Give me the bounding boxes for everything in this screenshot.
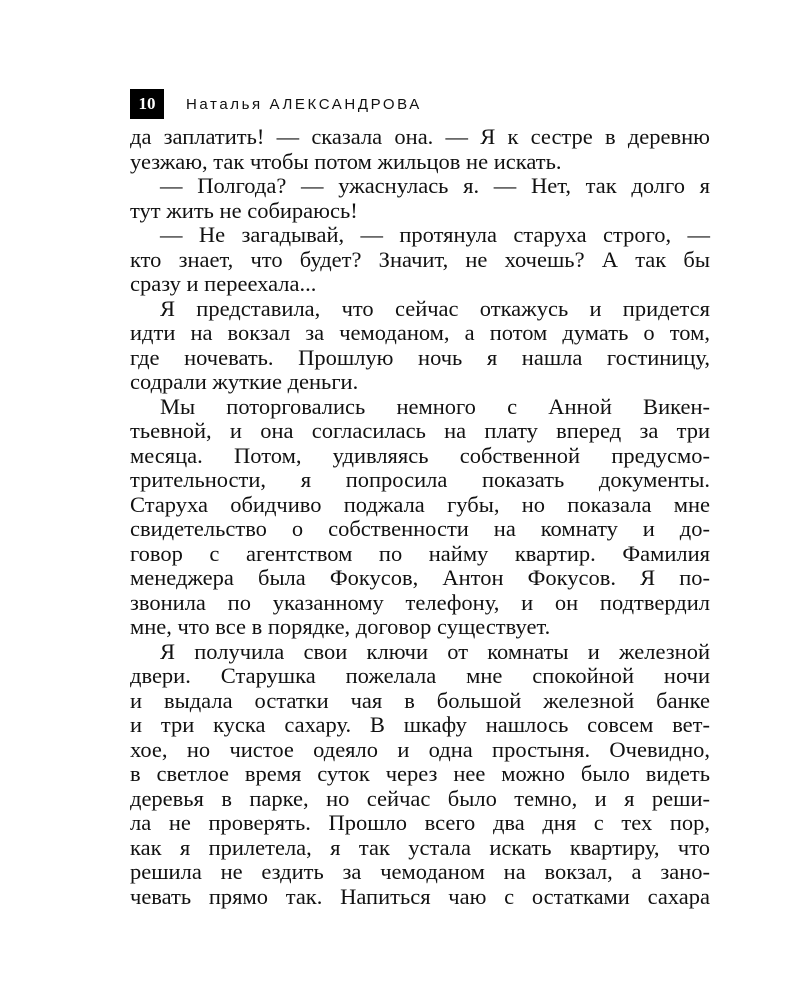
text-line: менеджера была Фокусов, Антон Фокусов. Я по- bbox=[130, 565, 710, 590]
text-line: Мы поторговались немного с Анной Викен- bbox=[160, 393, 710, 419]
text-line: Старуха обидчиво поджала губы, но показала мне bbox=[130, 491, 710, 517]
text-line: как я прилетела, я так устала искать квартиру, что bbox=[130, 834, 710, 860]
text-line: в светлое время суток через нее можно было видеть bbox=[130, 761, 710, 786]
text-line: где ночевать. Прошлую ночь я нашла гостиницу, bbox=[130, 344, 710, 370]
text-line: месяца. Потом, удивляясь собственной предусмо- bbox=[130, 442, 710, 468]
text-line: Я получила свои ключи от комнаты и железной bbox=[160, 638, 710, 664]
page-number: 10 bbox=[130, 89, 164, 119]
text-line: содрали жуткие деньги. bbox=[130, 369, 359, 394]
text-line: решила не ездить за чемоданом на вокзал, а зано- bbox=[130, 859, 710, 884]
text-line: ла не проверять. Прошло всего два дня с тех пор, bbox=[130, 810, 710, 835]
text-line: сразу и переехала... bbox=[130, 271, 317, 296]
text-line: — Полгода? — ужаснулась я. — Нет, так долго я bbox=[160, 173, 710, 198]
paragraph bbox=[130, 640, 710, 910]
text-line: уезжаю, так чтобы потом жильцов не искать. bbox=[130, 148, 562, 174]
paragraph bbox=[130, 223, 710, 297]
paragraph bbox=[130, 395, 710, 640]
running-head bbox=[130, 89, 422, 119]
paragraph bbox=[130, 174, 710, 223]
text-line: тут жить не собираюсь! bbox=[130, 197, 358, 223]
text-line: идти на вокзал за чемоданом, а потом думать о том, bbox=[130, 320, 710, 345]
text-line: свидетельство о собственности на комнату и до- bbox=[130, 516, 710, 541]
text-line: двери. Старушка пожелала мне спокойной ночи bbox=[130, 663, 710, 688]
author-name: Наталья АЛЕКСАНДРОВА bbox=[186, 95, 422, 113]
body-text bbox=[130, 125, 710, 909]
text-line: Я представила, что сейчас откажусь и придется bbox=[160, 295, 710, 321]
text-line: трительности, я попросила показать документы. bbox=[130, 467, 710, 492]
text-line: кто знает, что будет? Значит, не хочешь? А так бы bbox=[130, 246, 710, 272]
paragraph bbox=[130, 297, 710, 395]
paragraph bbox=[130, 125, 710, 174]
text-line: — Не загадывай, — протянула старуха строго, — bbox=[160, 222, 710, 247]
text-line: и три куска сахару. В шкафу нашлось совсем вет- bbox=[130, 712, 710, 737]
text-line: деревья в парке, но сейчас было темно, и я реши- bbox=[130, 785, 710, 811]
text-line: да заплатить! — сказала она. — Я к сестре в деревню bbox=[130, 124, 710, 149]
text-line: говор с агентством по найму квартир. Фамилия bbox=[130, 540, 710, 566]
text-line: чевать прямо так. Напиться чаю с остатками сахара bbox=[130, 883, 710, 909]
text-line: звонила по указанному телефону, и он подтвердил bbox=[130, 589, 710, 615]
text-line: мне, что все в порядке, договор существует. bbox=[130, 614, 551, 639]
text-line: хое, но чистое одеяло и одна простыня. Очевидно, bbox=[130, 736, 710, 762]
text-line: тьевной, и она согласилась на плату вперед за три bbox=[130, 418, 710, 443]
text-line: и выдала остатки чая в большой железной банке bbox=[130, 687, 710, 713]
